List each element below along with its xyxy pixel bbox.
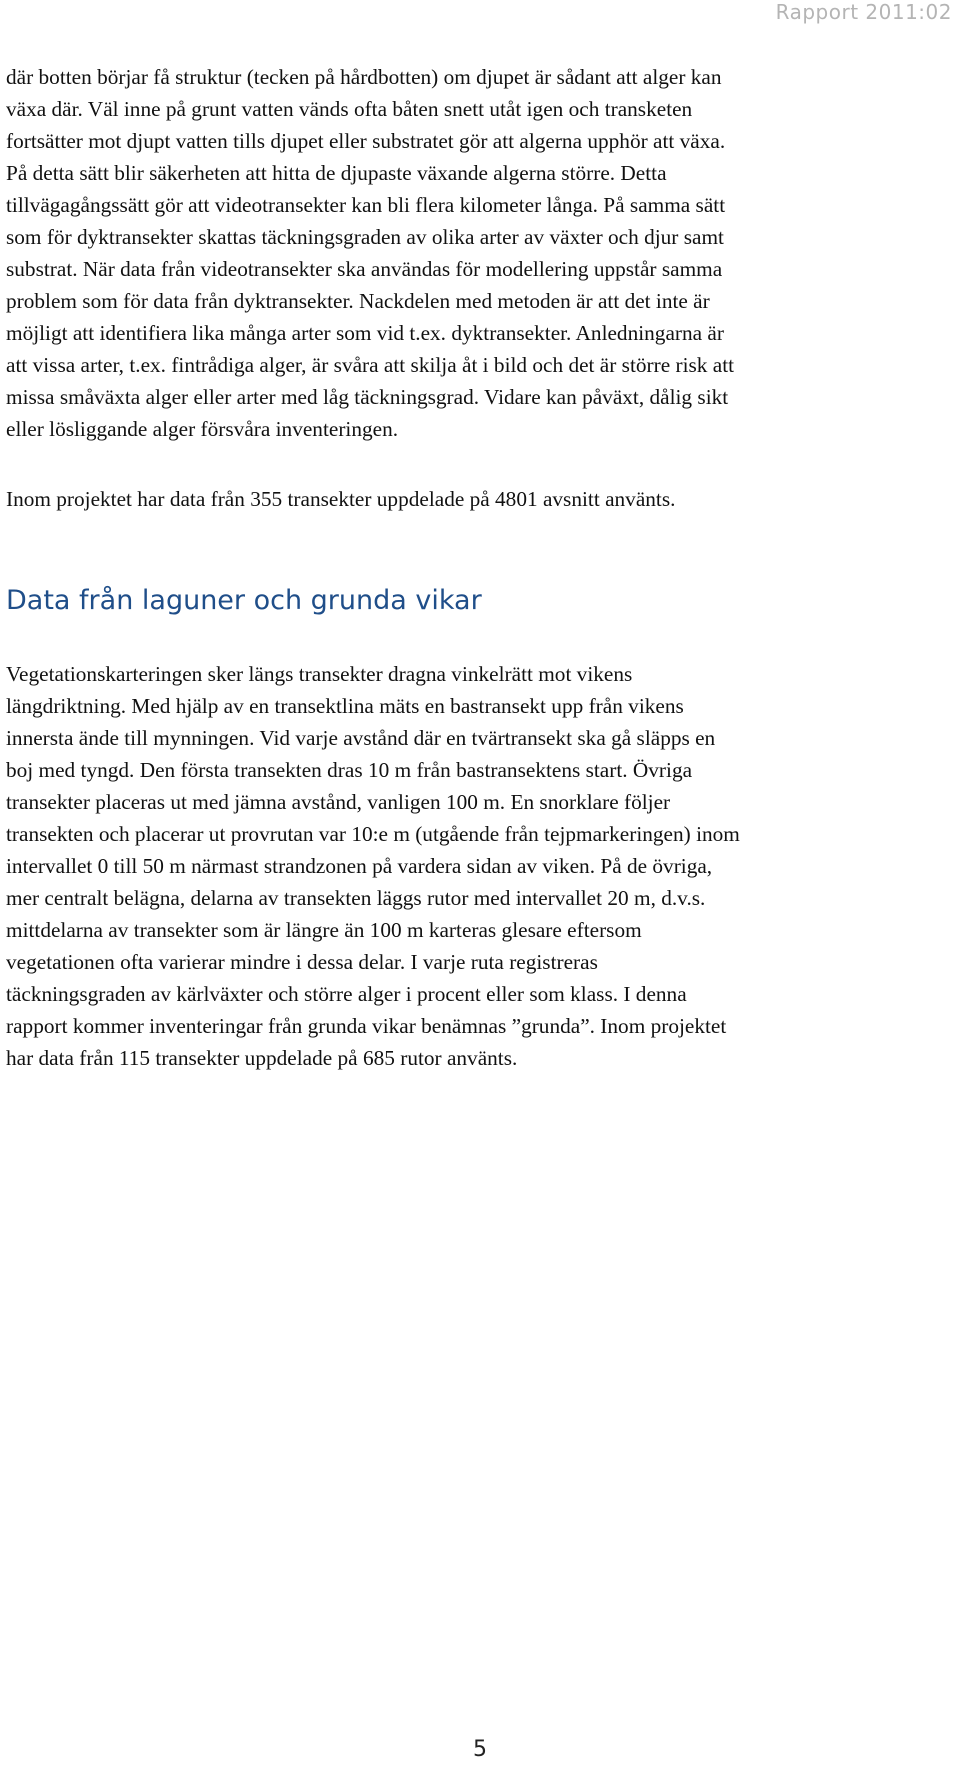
page-number: 5 [473,1737,487,1762]
section-heading: Data från laguner och grunda vikar [6,585,482,616]
body-paragraph-video-transects: där botten börjar få struktur (tecken på hårdbotten) om djupet är sådant att alger kan växa där. Väl inne på grunt vatten vänds ofta båten snett utåt igen och transketen fortsätter mot djupt vatten tills djupet eller substratet gör att algerna upphör att växa. På detta sätt blir säkerheten att hitta de djupaste växande algerna större. Detta tillvägagångssätt gör att videotransekter kan bli flera kilometer långa. På samma sätt som för dyktransekter skattas täckningsgraden av olika arter av växter och djur samt substrat. När data från videotransekter ska användas för modellering uppstår samma problem som för data från dyktransekter. Nackdelen med metoden är att det inte är möjligt att identifiera lika många arter som vid t.ex. dyktransekter. Anledningarna är att vissa arter, t.ex. fintrådiga alger, är svåra att skilja åt i bild och det är större risk att missa småväxta alger eller arter med låg täckningsgrad. Vidare kan påväxt, dålig sikt eller lösliggande alger försvåra inventeringen. [6,65,735,441]
body-paragraph-shallow-bays: Vegetationskarteringen sker längs transekter dragna vinkelrätt mot vikens längdriktning. Med hjälp av en transektlina mäts en bastransekt upp från vikens innersta ände till mynningen. Vid varje avstånd där en tvärtransekt ska gå släpps en boj med tyngd. Den första transekten dras 10 m från bastransektens start. Övriga transekter placeras ut med jämna avstånd, vanligen 100 m. En snorklare följer transekten och placerar ut provrutan var 10:e m (utgående från tejpmarkeringen) inom intervallet 0 till 50 m närmast strandzonen på vardera sidan av viken. På de övriga, mer centralt belägna, delarna av transekten läggs rutor med intervallet 20 m, d.v.s. mittdelarna av transekter som är längre än 100 m karteras glesare eftersom vegetationen ofta varierar mindre i dessa delar. I varje ruta registreras täckningsgraden av kärlväxter och större alger i procent eller som klass. I denna rapport kommer inventeringar från grunda vikar benämnas ”grunda”. Inom projektet har data från 115 transekter uppdelade på 685 rutor använts. [6,662,740,1070]
body-paragraph-transect-count: Inom projektet har data från 355 transekter uppdelade på 4801 avsnitt använts. [6,487,676,511]
running-header: Rapport 2011:02 [775,0,952,24]
